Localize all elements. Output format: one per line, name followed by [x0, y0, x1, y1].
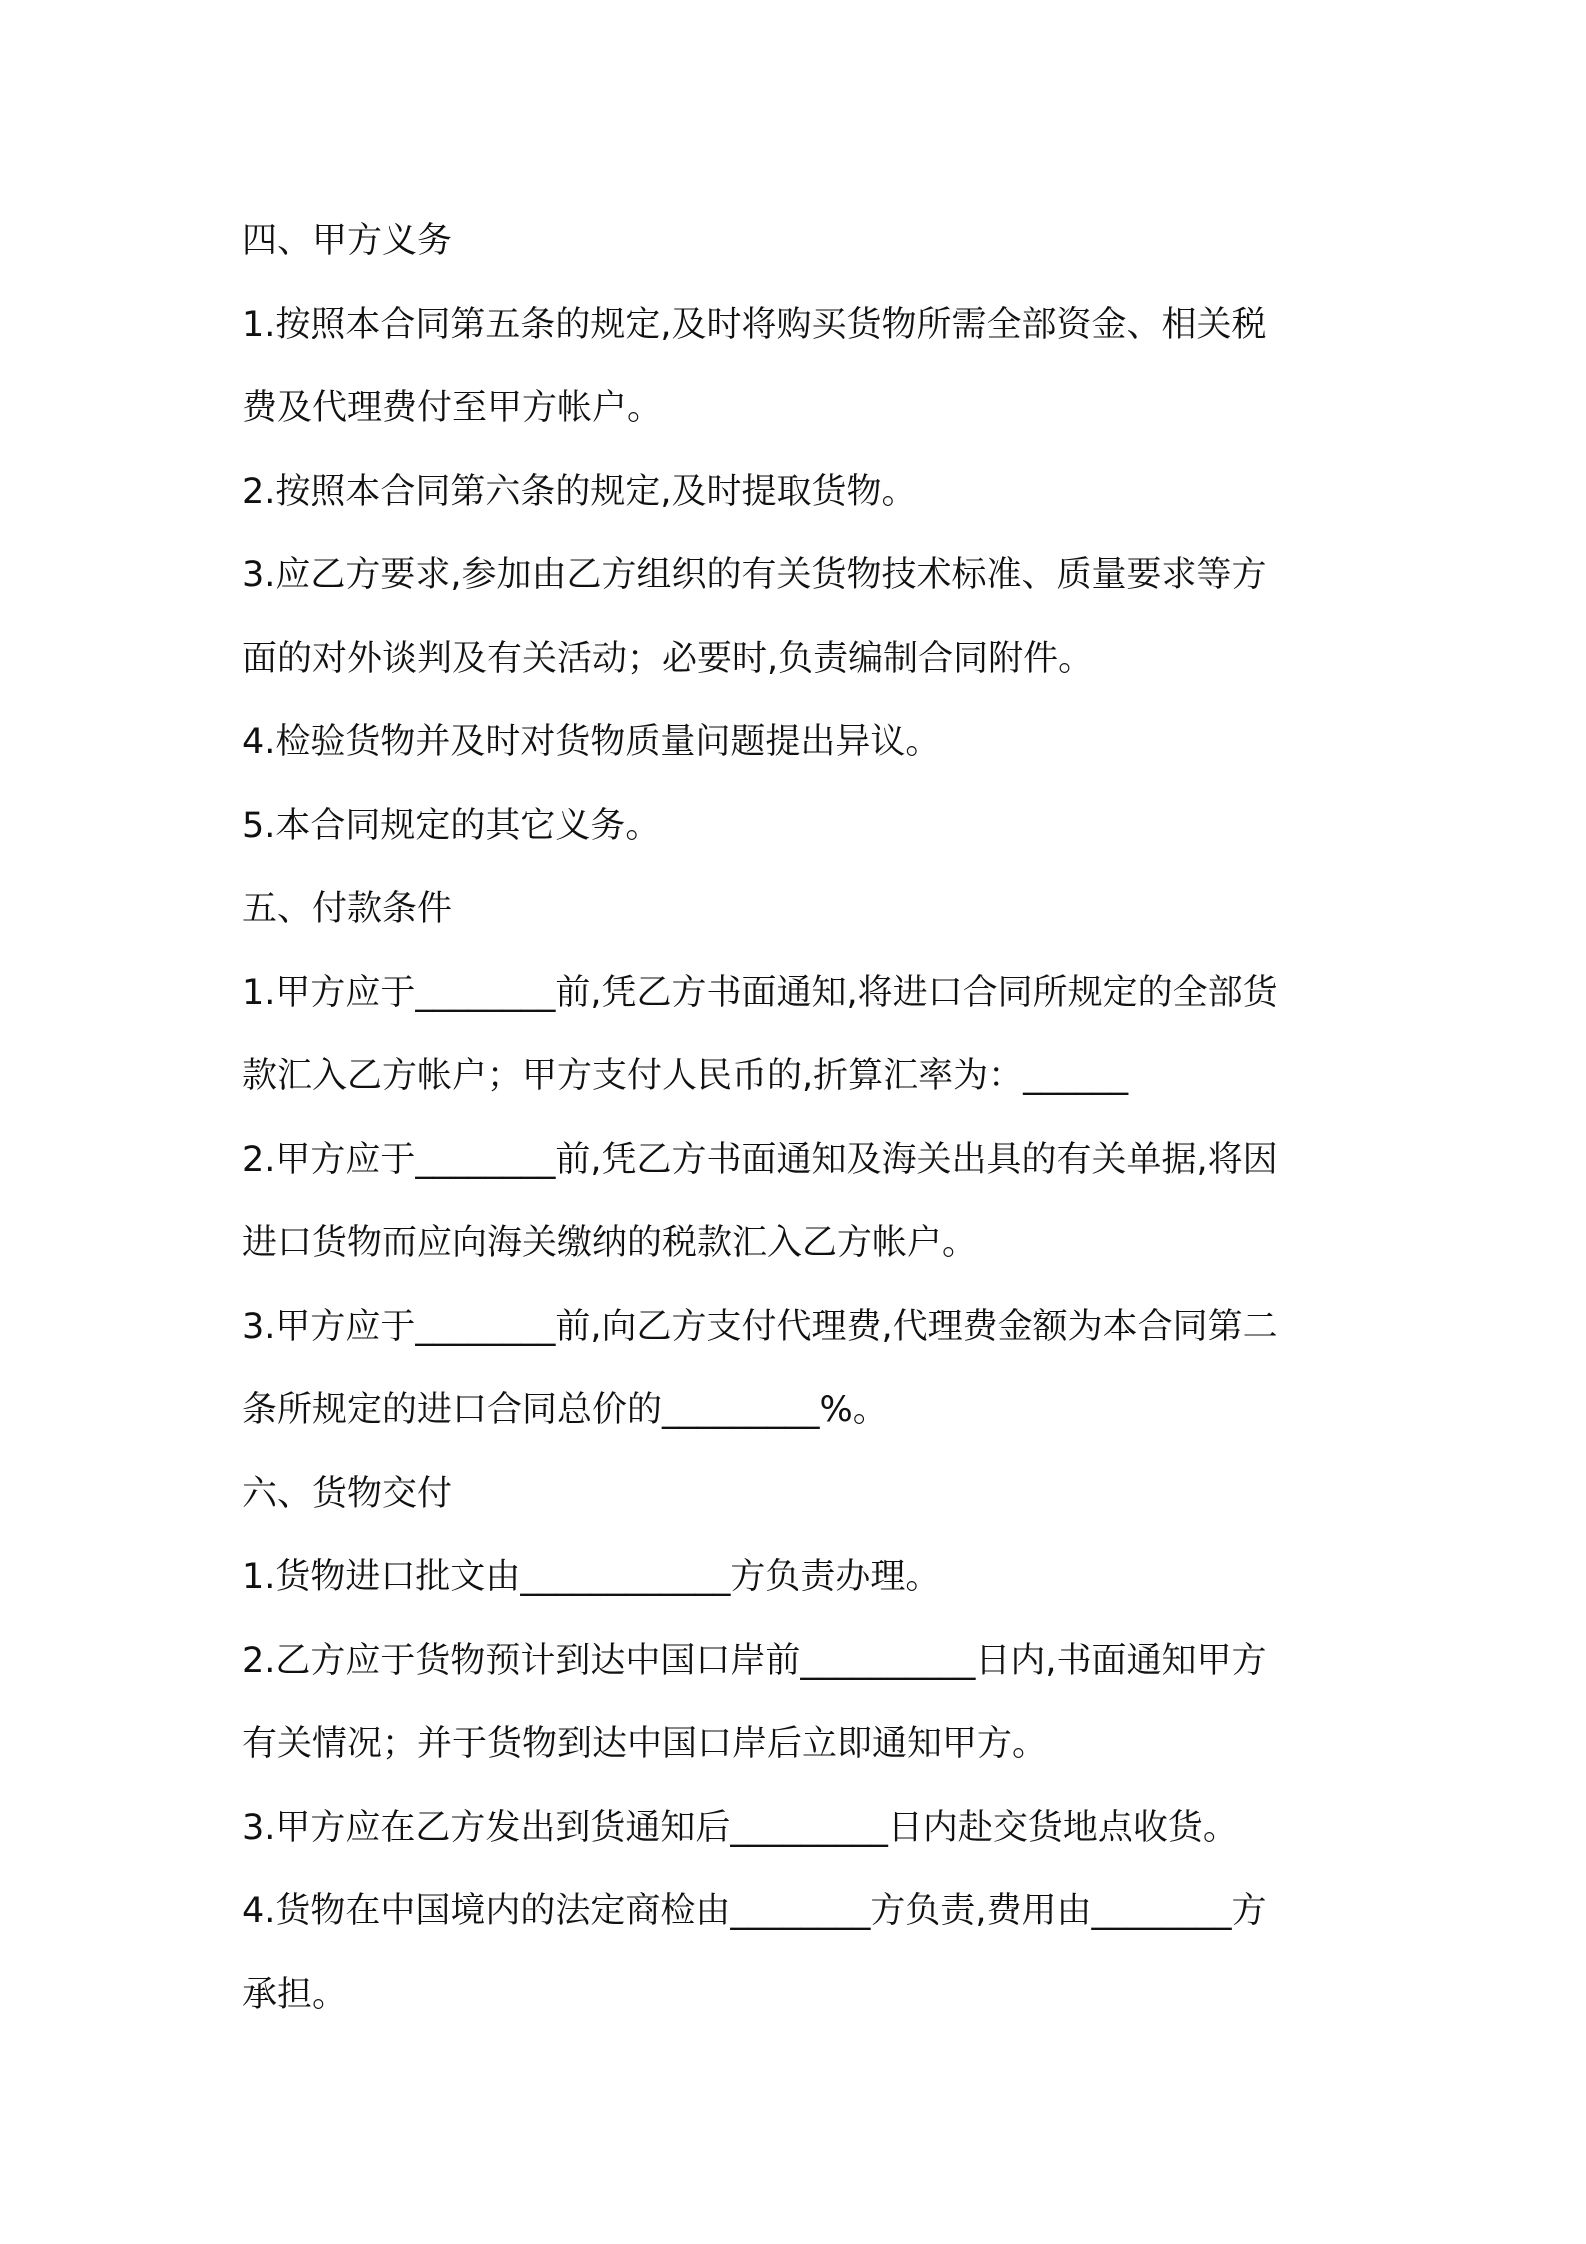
paragraph-line: 进口货物而应向海关缴纳的税款汇入乙方帐户。 [242, 1223, 978, 1263]
document-body [242, 200, 1362, 2037]
section-heading-goods-delivery: 六、货物交付 [242, 1473, 453, 1514]
paragraph-line: 3.甲方应于________前,向乙方支付代理费,代理费金额为本合同第二 [242, 1306, 1278, 1347]
paragraph-line: 4.检验货物并及时对货物质量问题提出异议。 [242, 722, 941, 762]
paragraph-line: 1.货物进口批文由____________方负责办理。 [242, 1557, 941, 1597]
paragraph-line: 承担。 [242, 1974, 348, 2015]
paragraph-line: 款汇入乙方帐户；甲方支付人民币的,折算汇率为：______ [242, 1056, 1129, 1096]
paragraph-line: 3.甲方应在乙方发出到货通知后_________日内赴交货地点收货。 [242, 1807, 1238, 1848]
paragraph-line: 5.本合同规定的其它义务。 [242, 805, 661, 846]
paragraph-line: 2.按照本合同第六条的规定,及时提取货物。 [242, 471, 917, 512]
paragraph-line: 2.甲方应于________前,凭乙方书面通知及海关出具的有关单据,将因 [242, 1139, 1278, 1180]
paragraph-line: 4.货物在中国境内的法定商检由________方负责,费用由________方 [242, 1891, 1267, 1931]
paragraph-line: 条所规定的进口合同总价的_________%。 [242, 1390, 888, 1430]
paragraph-line: 1.按照本合同第五条的规定,及时将购买货物所需全部资金、相关税 [242, 304, 1267, 345]
paragraph-line: 1.甲方应于________前,凭乙方书面通知,将进口合同所规定的全部货 [242, 972, 1278, 1013]
paragraph-line: 3.应乙方要求,参加由乙方组织的有关货物技术标准、质量要求等方 [242, 555, 1267, 595]
section-heading-party-a-obligations: 四、甲方义务 [242, 221, 453, 261]
paragraph-line: 2.乙方应于货物预计到达中国口岸前__________日内,书面通知甲方 [242, 1640, 1267, 1681]
paragraph-line: 有关情况；并于货物到达中国口岸后立即通知甲方。 [242, 1724, 1048, 1764]
paragraph-line: 费及代理费付至甲方帐户。 [242, 388, 663, 428]
paragraph-line: 面的对外谈判及有关活动；必要时,负责编制合同附件。 [242, 638, 1094, 679]
section-heading-payment-terms: 五、付款条件 [242, 889, 453, 929]
